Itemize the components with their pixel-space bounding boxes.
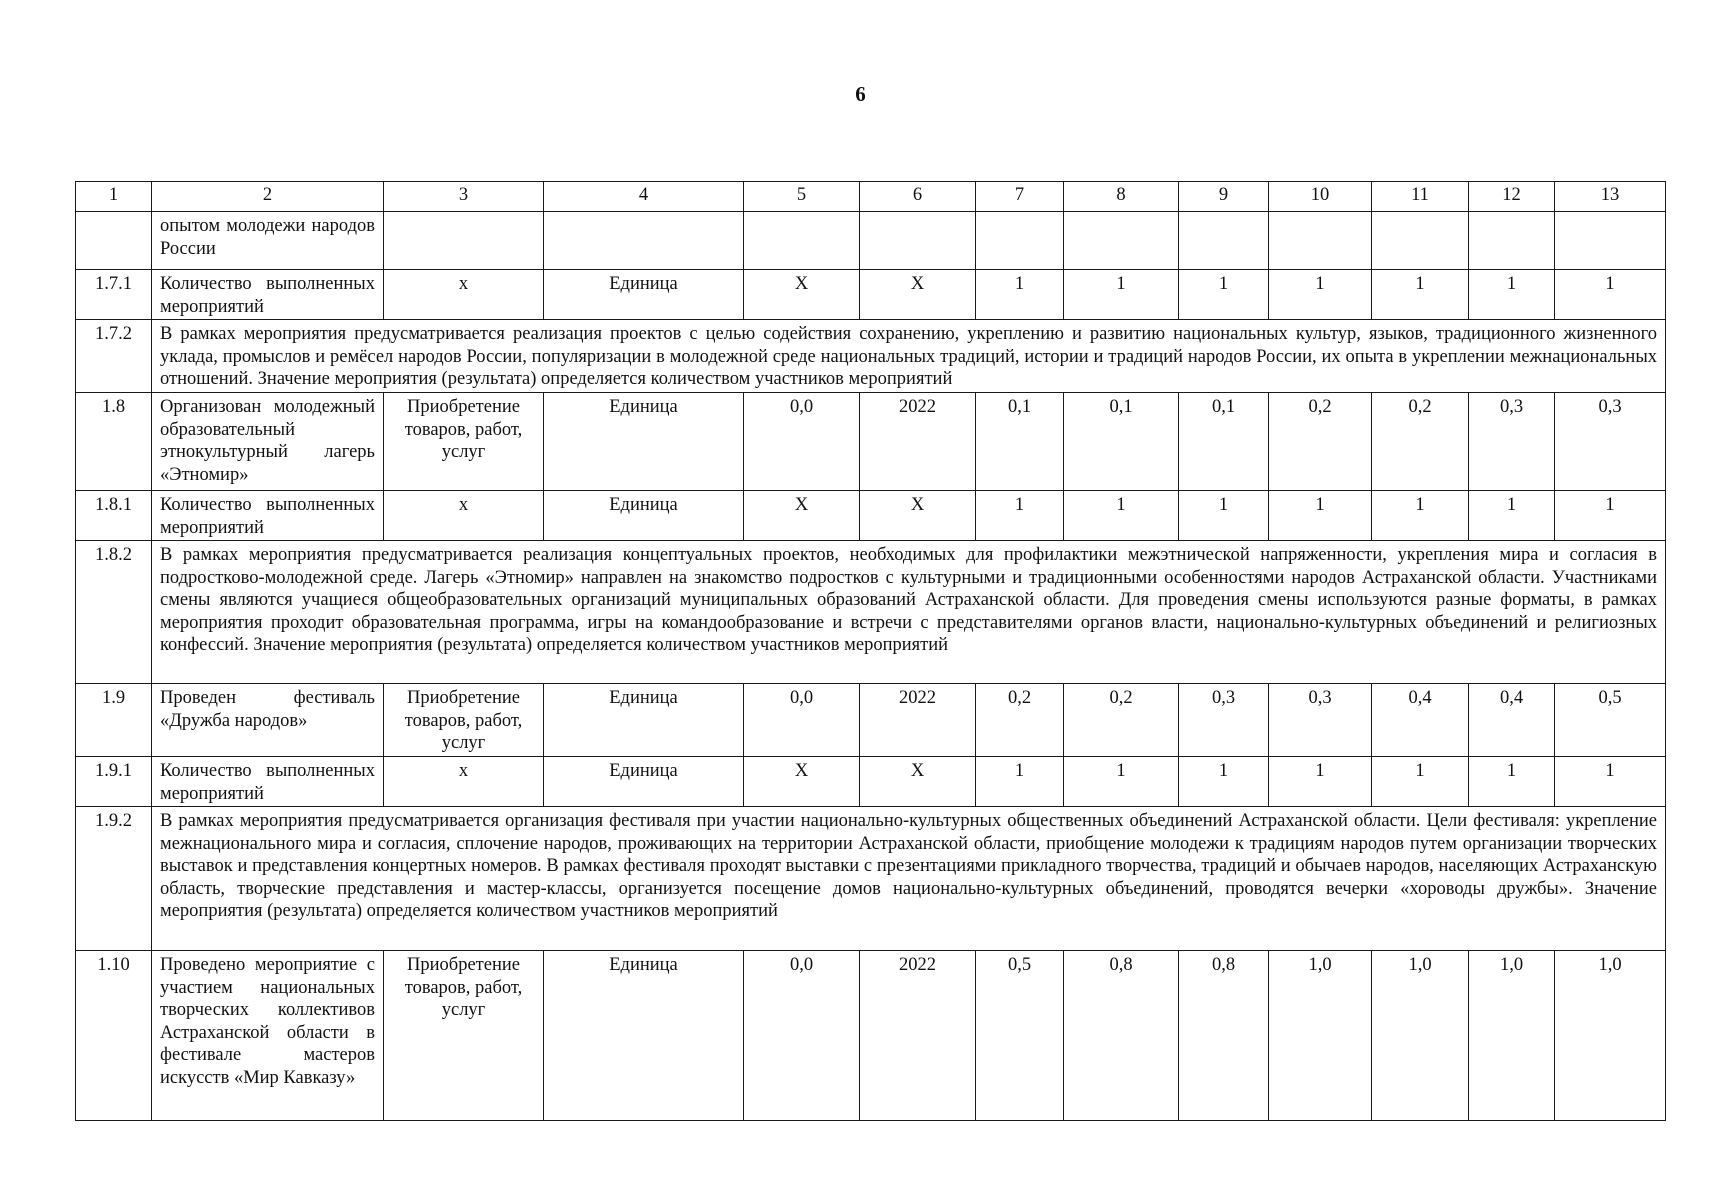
row-number-cell: 1.8: [76, 393, 152, 491]
table-cell: 1: [1179, 491, 1269, 541]
table-cell: 1: [1179, 270, 1269, 320]
table-cell: х: [384, 270, 544, 320]
table-cell: [976, 212, 1064, 270]
row-number-cell: 1.9.2: [76, 807, 152, 951]
table-cell: 1,0: [1555, 951, 1666, 1121]
description-cell: В рамках мероприятия предусматривается реализация проектов с целью содействия сохранению, укреплению и развитию национальных культур, языков, традиционного жизненного уклада, промыслов и ремёсел народов России, популяризации в молодежной среде национальных традиций, истории и традиций народов России, их опыта в укреплении межнациональных отношений. Значение мероприятия (результата) определяется количеством участников мероприятий: [152, 320, 1666, 393]
table-cell: Х: [744, 757, 860, 807]
table-cell: Единица: [544, 951, 744, 1121]
table-cell: [744, 212, 860, 270]
table-cell: Х: [860, 491, 976, 541]
column-number-2: 2: [152, 182, 384, 212]
table-cell: [1269, 212, 1372, 270]
table-cell: Приобретение товаров, работ, услуг: [384, 393, 544, 491]
table-cell: Х: [744, 270, 860, 320]
table-cell: 1: [976, 491, 1064, 541]
column-number-11: 11: [1372, 182, 1469, 212]
table-body: [76, 182, 1666, 1121]
table-cell: 1: [1469, 270, 1555, 320]
table-row: [76, 757, 1666, 807]
table-cell: Х: [744, 491, 860, 541]
row-number-cell: 1.7.1: [76, 270, 152, 320]
table-cell: 1: [976, 757, 1064, 807]
table-cell: 0,2: [1269, 393, 1372, 491]
column-number-5: 5: [744, 182, 860, 212]
table-cell: 1: [1372, 491, 1469, 541]
table-cell: х: [384, 491, 544, 541]
table-cell: 0,8: [1064, 951, 1179, 1121]
table-cell: 1: [1269, 757, 1372, 807]
table-cell: [544, 212, 744, 270]
table-cell: 2022: [860, 951, 976, 1121]
table-cell: 0,5: [976, 951, 1064, 1121]
row-number-cell: 1.8.2: [76, 541, 152, 684]
table-row: [76, 807, 1666, 951]
table-row: [76, 212, 1666, 270]
table-cell: 0,2: [1064, 684, 1179, 757]
table-row: [76, 320, 1666, 393]
indicator-name-cell: опытом молодежи народов России: [152, 212, 384, 270]
table-cell: 1: [1269, 491, 1372, 541]
row-number-cell: 1.9: [76, 684, 152, 757]
description-cell: В рамках мероприятия предусматривается организация фестиваля при участии национально-культурных общественных объединений Астраханской области. Цели фестиваля: укрепление межнационального мира и согласия, сплочение народов, проживающих на территории Астраханской области, приобщение молодежи к традициям народов путем организации творческих выставок и представления концертных номеров. В рамках фестиваля проходят выставки с презентациями прикладного творчества, традиций и обычаев народов, населяющих Астраханскую область, творческие представления и мастер-классы, организуется посещение домов национально-культурных объединений, проводятся вечерки «хороводы дружбы». Значение мероприятия (результата) определяется количеством участников мероприятий: [152, 807, 1666, 951]
table-cell: 1: [1469, 757, 1555, 807]
description-cell: В рамках мероприятия предусматривается реализация концептуальных проектов, необходимых для профилактики межэтнической напряженности, укрепления мира и согласия в подростково-молодежной среде. Лагерь «Этномир» направлен на знакомство подростков с культурными и традиционными особенностями народов Астраханской области. Участниками смены являются учащиеся общеобразовательных организаций муниципальных образований Астраханской области. Для проведения смены используются разные форматы, в рамках мероприятия проходит образовательная программа, игры на командообразование и встречи с представителями органов власти, национально-культурных объединений и религиозных конфессий. Значение мероприятия (результата) определяется количеством участников мероприятий: [152, 541, 1666, 684]
program-table: [75, 181, 1666, 1121]
table-cell: Приобретение товаров, работ, услуг: [384, 951, 544, 1121]
column-number-4: 4: [544, 182, 744, 212]
table-cell: [384, 212, 544, 270]
table-cell: 0,3: [1469, 393, 1555, 491]
indicator-name-cell: Количество выполненных мероприятий: [152, 491, 384, 541]
table-cell: 0,3: [1179, 684, 1269, 757]
table-cell: 1,0: [1269, 951, 1372, 1121]
table-cell: 2022: [860, 684, 976, 757]
table-cell: 1: [1555, 491, 1666, 541]
table-cell: 0,3: [1269, 684, 1372, 757]
table-cell: [1064, 212, 1179, 270]
table-cell: 1,0: [1372, 951, 1469, 1121]
column-number-1: 1: [76, 182, 152, 212]
column-number-6: 6: [860, 182, 976, 212]
table-cell: 1: [1469, 491, 1555, 541]
table-cell: Единица: [544, 270, 744, 320]
table-cell: 1: [976, 270, 1064, 320]
table-cell: Х: [860, 270, 976, 320]
row-number-cell: 1.10: [76, 951, 152, 1121]
table-cell: 0,0: [744, 393, 860, 491]
table-cell: Единица: [544, 757, 744, 807]
table-cell: 1: [1064, 491, 1179, 541]
table-cell: 0,1: [1064, 393, 1179, 491]
table-cell: [1179, 212, 1269, 270]
table-cell: [1555, 212, 1666, 270]
table-cell: 2022: [860, 393, 976, 491]
table-cell: 1: [1064, 270, 1179, 320]
table-cell: 0,2: [976, 684, 1064, 757]
row-number-cell: [76, 212, 152, 270]
table-cell: 1: [1269, 270, 1372, 320]
table-cell: 1: [1372, 757, 1469, 807]
indicator-name-cell: Проведен фестиваль «Дружба народов»: [152, 684, 384, 757]
table-cell: 0,0: [744, 684, 860, 757]
table-row: [76, 541, 1666, 684]
column-number-3: 3: [384, 182, 544, 212]
table-cell: Единица: [544, 684, 744, 757]
row-number-cell: 1.8.1: [76, 491, 152, 541]
table-cell: 0,5: [1555, 684, 1666, 757]
table-cell: [1469, 212, 1555, 270]
table-row: [76, 951, 1666, 1121]
table-cell: [860, 212, 976, 270]
row-number-cell: 1.7.2: [76, 320, 152, 393]
table-cell: 1,0: [1469, 951, 1555, 1121]
table-cell: 0,4: [1372, 684, 1469, 757]
column-number-7: 7: [976, 182, 1064, 212]
indicator-name-cell: Количество выполненных мероприятий: [152, 270, 384, 320]
indicator-name-cell: Проведено мероприятие с участием национальных творческих коллективов Астраханской области в фестивале мастеров искусств «Мир Кавказу»: [152, 951, 384, 1121]
table-cell: [1372, 212, 1469, 270]
page-number: 6: [855, 82, 866, 106]
column-number-10: 10: [1269, 182, 1372, 212]
table-cell: 0,1: [1179, 393, 1269, 491]
table-cell: 0,3: [1555, 393, 1666, 491]
table-cell: х: [384, 757, 544, 807]
table-row: [76, 684, 1666, 757]
table-row: [76, 491, 1666, 541]
table-cell: Единица: [544, 491, 744, 541]
table-cell: 1: [1555, 757, 1666, 807]
column-number-8: 8: [1064, 182, 1179, 212]
table-cell: 1: [1064, 757, 1179, 807]
table-header-row: [76, 182, 1666, 212]
indicator-name-cell: Количество выполненных мероприятий: [152, 757, 384, 807]
table-cell: Приобретение товаров, работ, услуг: [384, 684, 544, 757]
table-cell: 1: [1372, 270, 1469, 320]
column-number-12: 12: [1469, 182, 1555, 212]
table-cell: Единица: [544, 393, 744, 491]
column-number-9: 9: [1179, 182, 1269, 212]
table-cell: Х: [860, 757, 976, 807]
table-row: [76, 393, 1666, 491]
table-cell: 1: [1555, 270, 1666, 320]
table-cell: 1: [1179, 757, 1269, 807]
table-cell: 0,4: [1469, 684, 1555, 757]
indicator-name-cell: Организован молодежный образовательный этнокультурный лагерь «Этномир»: [152, 393, 384, 491]
row-number-cell: 1.9.1: [76, 757, 152, 807]
table-cell: 0,0: [744, 951, 860, 1121]
table-cell: 0,1: [976, 393, 1064, 491]
table-cell: 0,8: [1179, 951, 1269, 1121]
table-row: [76, 270, 1666, 320]
table-cell: 0,2: [1372, 393, 1469, 491]
column-number-13: 13: [1555, 182, 1666, 212]
